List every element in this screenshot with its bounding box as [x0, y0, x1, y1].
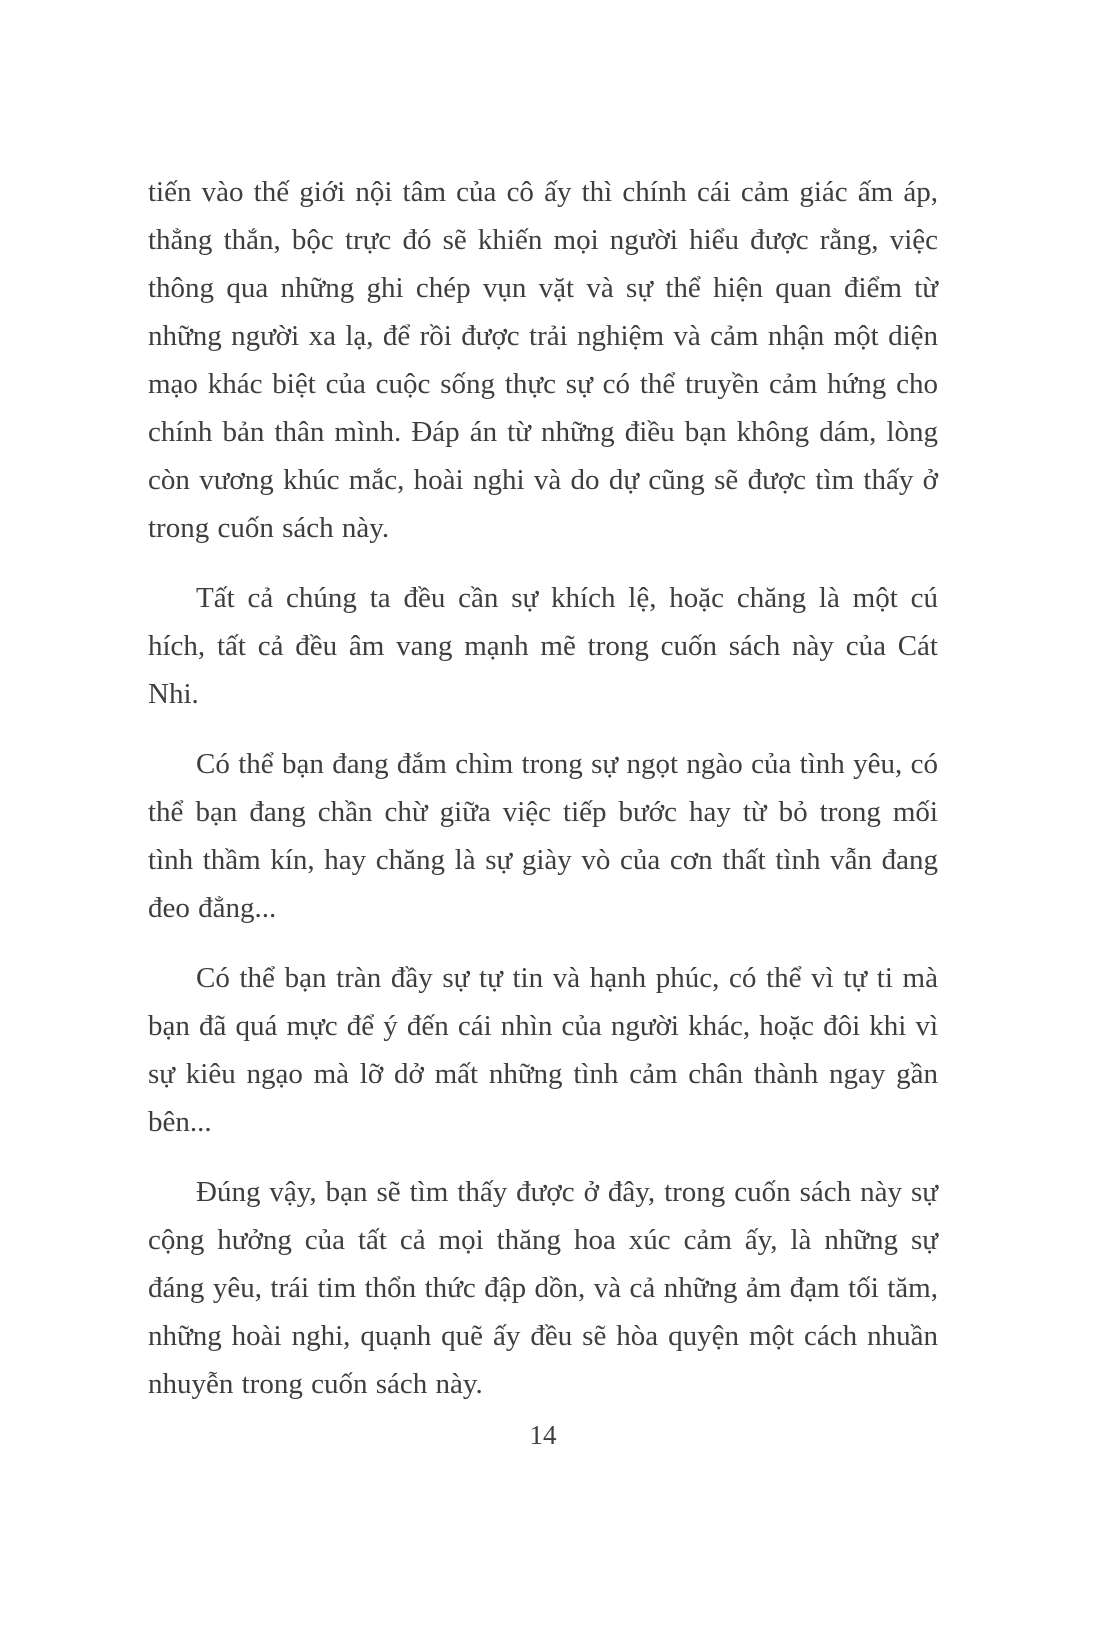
- body-paragraph: tiến vào thế giới nội tâm của cô ấy thì chính cái cảm giác ấm áp, thẳng thắn, bộc trực đó sẽ khiến mọi người hiểu được rằng, việc thông qua những ghi chép vụn vặt và sự thể hiện quan điểm từ những người xa lạ, để rồi được trải nghiệm và cảm nhận một diện mạo khác biệt của cuộc sống thực sự có thể truyền cảm hứng cho chính bản thân mình. Đáp án từ những điều bạn không dám, lòng còn vương khúc mắc, hoài nghi và do dự cũng sẽ được tìm thấy ở trong cuốn sách này.: [148, 176, 938, 544]
- body-paragraph: Có thể bạn tràn đầy sự tự tin và hạnh phúc, có thể vì tự ti mà bạn đã quá mực để ý đến cái nhìn của người khác, hoặc đôi khi vì sự kiêu ngạo mà lỡ dở mất những tình cảm chân thành ngay gần bên...: [148, 962, 938, 1138]
- page-text-block: [148, 168, 938, 1430]
- body-paragraph: Đúng vậy, bạn sẽ tìm thấy được ở đây, trong cuốn sách này sự cộng hưởng của tất cả mọi thăng hoa xúc cảm ấy, là những sự đáng yêu, trái tim thổn thức đập dồn, và cả những ảm đạm tối tăm, những hoài nghi, quạnh quẽ ấy đều sẽ hòa quyện một cách nhuần nhuyễn trong cuốn sách này.: [148, 1176, 938, 1400]
- page-number: 14: [529, 1420, 557, 1450]
- body-paragraph: Có thể bạn đang đắm chìm trong sự ngọt ngào của tình yêu, có thể bạn đang chần chừ giữa việc tiếp bước hay từ bỏ trong mối tình thầm kín, hay chăng là sự giày vò của cơn thất tình vẫn đang đeo đẳng...: [148, 748, 938, 924]
- body-paragraph: Tất cả chúng ta đều cần sự khích lệ, hoặc chăng là một cú hích, tất cả đều âm vang mạnh mẽ trong cuốn sách này của Cát Nhi.: [148, 582, 938, 710]
